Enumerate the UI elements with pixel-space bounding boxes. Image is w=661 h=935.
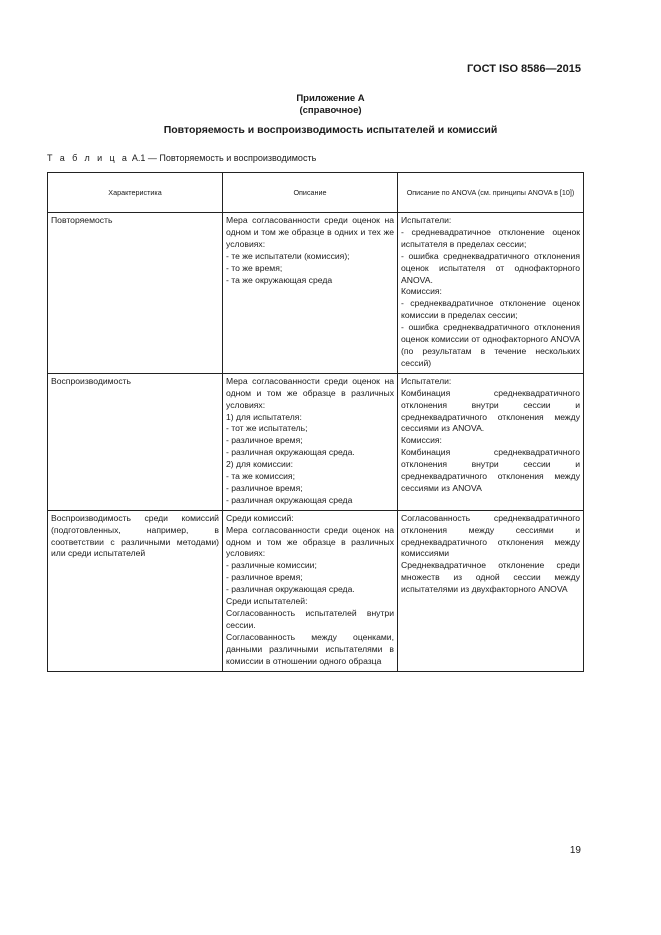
- text-line: - средневадратичное отклонение оценок испытателя в пределах сессии;: [401, 226, 580, 249]
- cell-description: [223, 213, 398, 374]
- text-line: Комбинация среднеквадратичного отклонения внутри сессии и среднеквадратичного отклонения между сессиями из ANOVA: [401, 447, 580, 493]
- table-caption-text: — Повторяемость и воспроизводимость: [147, 153, 317, 163]
- cell-characteristic: Воспроизводимость: [48, 373, 223, 510]
- page-number: 19: [569, 845, 581, 856]
- text-line: - тот же испытатель;: [226, 423, 308, 434]
- text-line: Комиссия:: [401, 286, 442, 297]
- header-characteristic: Характеристика: [48, 173, 223, 213]
- text-line: Среднеквадратичное отклонение среди множеств из одной сессии между испытателями из двухфакторного ANOVA: [401, 560, 580, 595]
- text-line: 1) для испытателя:: [226, 411, 302, 422]
- text-line: - ошибка среднеквадратичного отклонения оценок испытателя от однофакторного ANOVA.: [401, 250, 580, 285]
- text-line: Испытатели:: [401, 215, 452, 225]
- table-row: [48, 510, 584, 671]
- text-line: - различная окружающая среда: [226, 494, 353, 505]
- table-caption: [47, 153, 316, 163]
- text-line: Мера согласованности среди оценок на одном и том же образце в различных условиях:: [226, 375, 394, 410]
- text-line: - различная окружающая среда.: [226, 447, 355, 458]
- cell-description: [223, 510, 398, 671]
- text-line: Комиссия:: [401, 435, 442, 446]
- text-line: - та же комиссия;: [226, 471, 295, 482]
- header-description: Описание: [223, 173, 398, 213]
- text-line: - те же испытатели (комиссия);: [226, 250, 350, 261]
- annex-heading: [0, 93, 661, 117]
- text-line: Комбинация среднеквадратичного отклонения внутри сессии и среднеквадратичного отклонения между сессиями из ANOVA.: [401, 387, 580, 434]
- text-line: Среди испытателей:: [226, 596, 308, 607]
- table-header-row: [48, 173, 584, 213]
- text-line: 2) для комиссии:: [226, 459, 294, 470]
- page-title: Повторяемость и воспроизводимость испытателей и комиссий: [163, 124, 498, 136]
- repeatability-table: [47, 172, 584, 672]
- standard-code: ГОСТ ISO 8586—2015: [466, 63, 581, 75]
- cell-description: [223, 373, 398, 510]
- text-line: - различные комиссии;: [226, 560, 317, 571]
- text-line: Мера согласованности среди оценок на одном и том же образце в одних и тех же условиях:: [226, 215, 394, 249]
- text-line: - различное время;: [226, 572, 303, 583]
- text-line: - различное время;: [226, 482, 303, 493]
- cell-anova: [398, 510, 584, 671]
- text-line: - различная окружающая среда.: [226, 584, 355, 595]
- cell-anova: [398, 213, 584, 374]
- text-line: - то же время;: [226, 262, 283, 273]
- table-row: [48, 213, 584, 374]
- text-line: - различное время;: [226, 435, 303, 446]
- text-line: Согласованность среднеквадратичного отклонения между сессиями и среднеквадратичного отклонения между комиссиями: [401, 512, 580, 559]
- text-line: - среднеквадратичное отклонение оценок комиссии в пределах сессии;: [401, 298, 580, 321]
- cell-characteristic: Воспроизводимость среди комиссий (подготовленных, например, в соответствии с различными методами) или среди испытателей: [48, 510, 223, 671]
- table-row: [48, 373, 584, 510]
- text-line: Согласованность между оценками, данными различными испытателями в комиссии в отношении одного образца: [226, 631, 394, 666]
- text-line: - та же окружающая среда: [226, 274, 333, 285]
- header-anova: Описание по ANOVA (см. принципы ANOVA в [10]): [398, 173, 584, 213]
- text-line: - ошибка среднеквадратичного отклонения оценок комиссии от однофакторного ANOVA (по результатам в течение нескольких сессий): [401, 322, 580, 368]
- annex-title: Приложение А: [296, 93, 365, 104]
- cell-anova: [398, 373, 584, 510]
- text-line: Испытатели:: [401, 375, 452, 386]
- text-line: Согласованность испытателей внутри сессии.: [226, 608, 394, 630]
- table-caption-number: А.1: [131, 153, 146, 163]
- text-line: Мера согласованности среди оценок на одном и том же образце в различных условиях:: [226, 524, 394, 559]
- table-caption-prefix: Т а б л и ц а: [47, 153, 130, 163]
- text-line: Среди комиссий:: [226, 512, 294, 523]
- annex-type: (справочное): [299, 105, 362, 116]
- cell-characteristic: Повторяемость: [48, 213, 223, 374]
